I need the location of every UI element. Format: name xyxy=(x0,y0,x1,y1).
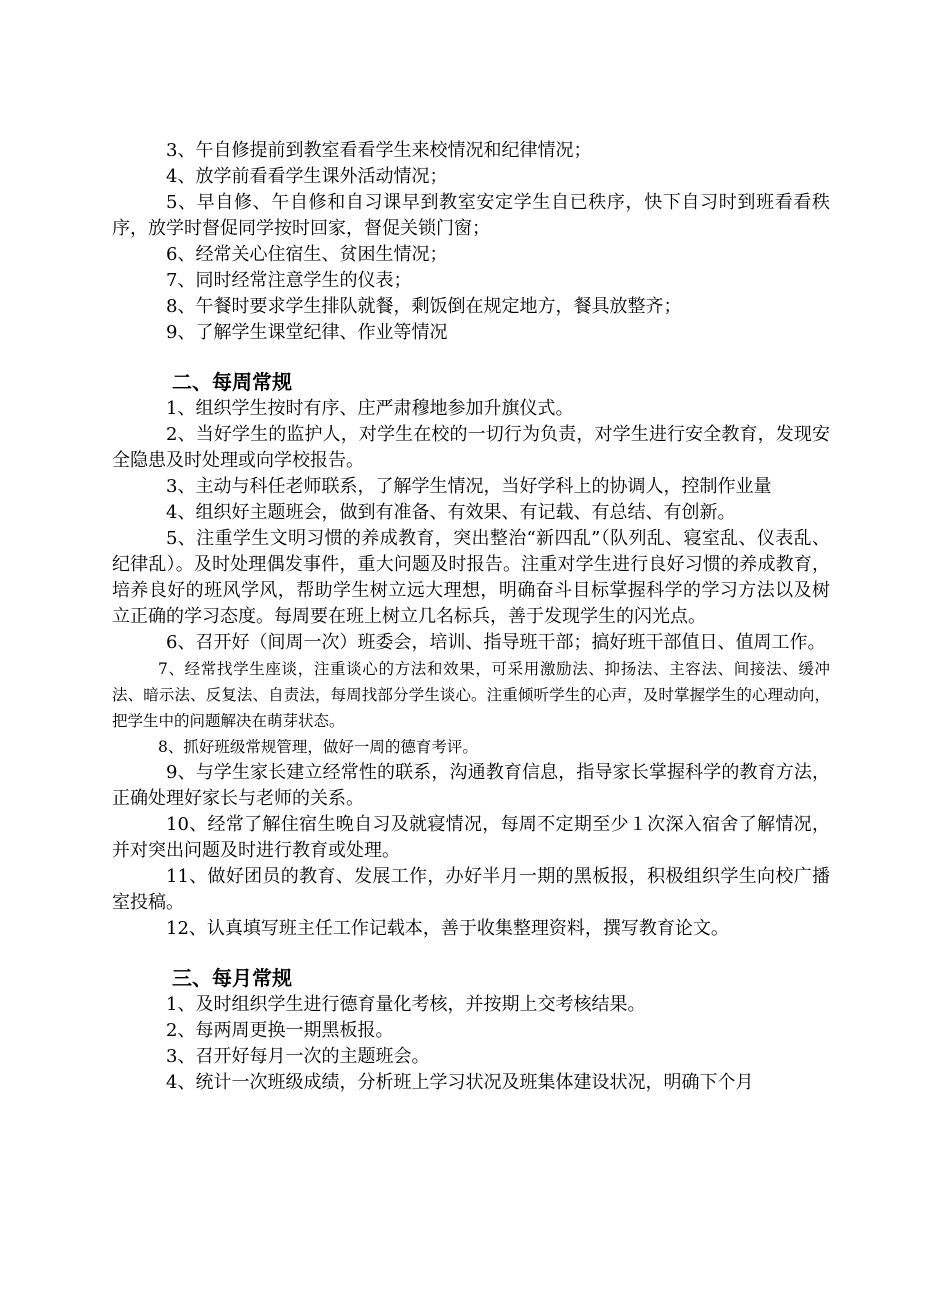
daily-item-4: 4、放学前看看学生课外活动情况； xyxy=(166,166,448,187)
section-spacer xyxy=(112,346,830,368)
weekly-item-5: 5、注重学生文明习惯的养成教育，突出整治“新四乱”（队列乱、寝室乱、仪表乱、纪律乱）。及时处理偶发事件，重大问题及时报告。注重对学生进行良好习惯的养成教育，培养良好的班风学风，帮助学生树立远大理想，明确奋斗目标掌握科学的学习方法以及树立正确的学习态度。每周要在班上树立几名标兵，善于发现学生的闪光点。 xyxy=(112,528,830,627)
monthly-item-4: 4、统计一次班级成绩，分析班上学习状况及班集体建设状况，明确下个月 xyxy=(166,1072,754,1093)
weekly-item-11: 11、做好团员的教育、发展工作，办好半月一期的黑板报，积极组织学生向校广播室投稿。 xyxy=(112,866,830,913)
daily-item-7: 7、同时经常注意学生的仪表； xyxy=(166,270,412,291)
weekly-item-1: 1、组织学生按时有序、庄严肃穆地参加升旗仪式。 xyxy=(166,398,574,419)
weekly-item-9: 9、与学生家长建立经常性的联系，沟通教育信息，指导家长掌握科学的教育方法，正确处理好家长与老师的关系。 xyxy=(112,762,830,809)
weekly-item-4: 4、组织好主题班会，做到有准备、有效果、有记载、有总结、有创新。 xyxy=(166,502,736,523)
daily-item-8: 8、午餐时要求学生排队就餐，剩饭倒在规定地方，餐具放整齐； xyxy=(166,296,682,317)
monthly-heading: 三、每月常规 xyxy=(172,966,292,990)
daily-item-5: 5、早自修、午自修和自习课早到教室安定学生自已秩序，快下自习时到班看看秩序，放学时督促同学按时回家，督促关锁门窗； xyxy=(112,192,830,239)
daily-item-3: 3、午自修提前到教室看看学生来校情况和纪律情况； xyxy=(166,140,592,161)
weekly-item-10: 10、经常了解住宿生晚自习及就寝情况，每周不定期至少１次深入宿舍了解情况，并对突出问题及时进行教育或处理。 xyxy=(112,814,830,861)
daily-item-9: 9、了解学生课堂纪律、作业等情况 xyxy=(166,322,448,343)
daily-item-6: 6、经常关心住宿生、贫困生情况； xyxy=(166,244,448,265)
weekly-item-7: 7、经常找学生座谈，注重谈心的方法和效果，可采用激励法、抑扬法、主容法、间接法、缓冲法、暗示法、反复法、自责法，每周找部分学生谈心。注重倾听学生的心声，及时掌握学生的心理动向，把学生中的问题解决在萌芽状态。 xyxy=(112,660,830,730)
document-body xyxy=(112,138,830,1096)
weekly-item-8: 8、抓好班级常规管理，做好一周的德育考评。 xyxy=(158,738,478,756)
weekly-item-6: 6、召开好（间周一次）班委会，培训、指导班干部；搞好班干部值日、值周工作。 xyxy=(166,632,826,653)
monthly-item-3: 3、召开好每月一次的主题班会。 xyxy=(166,1046,430,1067)
weekly-heading: 二、每周常规 xyxy=(172,370,292,394)
weekly-item-12: 12、认真填写班主任工作记载本，善于收集整理资料，撰写教育论文。 xyxy=(166,918,729,939)
weekly-item-3: 3、主动与科任老师联系，了解学生情况，当好学科上的协调人，控制作业量 xyxy=(166,476,772,497)
weekly-item-2: 2、当好学生的监护人，对学生在校的一切行为负责，对学生进行安全教育，发现安全隐患及时处理或向学校报告。 xyxy=(112,424,830,471)
monthly-item-1: 1、及时组织学生进行德育量化考核，并按期上交考核结果。 xyxy=(166,994,646,1015)
monthly-item-2: 2、每两周更换一期黑板报。 xyxy=(166,1020,394,1041)
section-spacer xyxy=(112,942,830,964)
